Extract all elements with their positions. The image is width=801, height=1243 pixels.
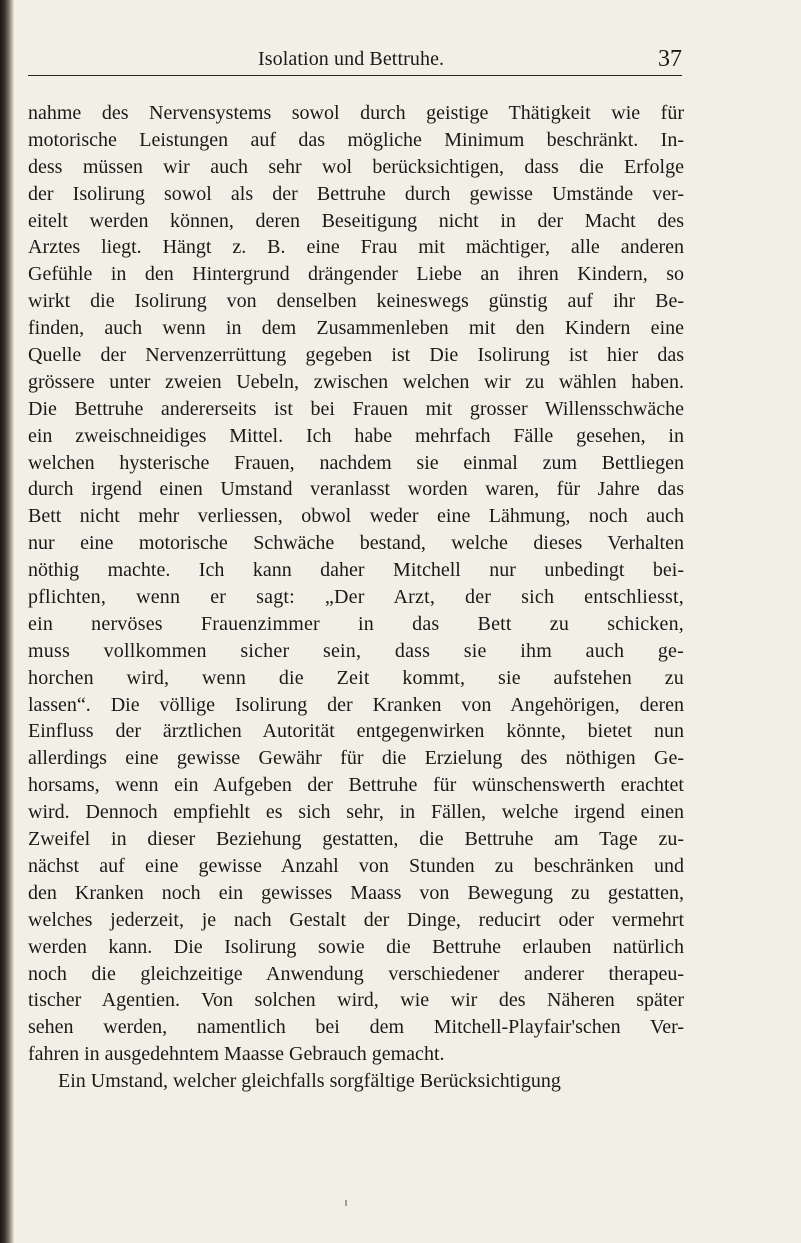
text-line: welches jederzeit, je nach Gestalt der Dinge, reducirt oder vermehrt (28, 908, 684, 931)
text-line: noch die gleichzeitige Anwendung verschiedener anderer therapeu- (28, 962, 684, 985)
page-header (28, 40, 682, 80)
text-line: Ein Umstand, welcher gleichfalls sorgfältige Berücksichtigung (58, 1070, 561, 1093)
paper-speck (345, 1200, 347, 1206)
text-line: den Kranken noch ein gewisses Maass von Bewegung zu gestatten, (28, 881, 684, 904)
text-line: werden kann. Die Isolirung sowie die Bettruhe erlauben natürlich (28, 935, 684, 958)
text-line: durch irgend einen Umstand veranlasst worden waren, für Jahre das (28, 478, 684, 501)
text-line: ein zweischneidiges Mittel. Ich habe mehrfach Fälle gesehen, in (28, 424, 684, 447)
text-line: Die Bettruhe andererseits ist bei Frauen mit grosser Willensschwäche (28, 397, 684, 420)
text-line: horsams, wenn ein Aufgeben der Bettruhe für wünschenswerth erachtet (28, 774, 684, 797)
text-line: welchen hysterische Frauen, nachdem sie einmal zum Bettliegen (28, 451, 684, 474)
text-line: pflichten, wenn er sagt: „Der Arzt, der sich entschliesst, (28, 586, 684, 609)
text-line: Arztes liegt. Hängt z. B. eine Frau mit mächtiger, alle anderen (28, 236, 684, 259)
text-line: Zweifel in dieser Beziehung gestatten, die Bettruhe am Tage zu- (28, 828, 684, 851)
text-line: finden, auch wenn in dem Zusammenleben mit den Kindern eine (28, 317, 684, 340)
text-line: fahren in ausgedehntem Maasse Gebrauch gemacht. (28, 1043, 445, 1066)
text-line: Quelle der Nervenzerrüttung gegeben ist Die Isolirung ist hier das (28, 344, 684, 367)
text-line: Gefühle in den Hintergrund drängender Liebe an ihren Kindern, so (28, 263, 684, 286)
running-title: Isolation und Bettruhe. (258, 48, 445, 70)
text-line: allerdings eine gewisse Gewähr für die Erzielung des nöthigen Ge- (28, 747, 684, 770)
text-line: wirkt die Isolirung von denselben keineswegs günstig auf ihr Be- (28, 290, 684, 313)
header-rule (28, 75, 682, 76)
text-line: dess müssen wir auch sehr wol berücksichtigen, dass die Erfolge (28, 155, 684, 178)
page-number: 37 (658, 46, 682, 72)
text-line: Einfluss der ärztlichen Autorität entgegenwirken könnte, bietet nun (28, 720, 684, 743)
text-line: sehen werden, namentlich bei dem Mitchell-Playfair'schen Ver- (28, 1016, 684, 1039)
text-line: nahme des Nervensystems sowol durch geistige Thätigkeit wie für (28, 102, 684, 124)
text-line: Bett nicht mehr verliessen, obwol weder eine Lähmung, noch auch (28, 505, 684, 528)
text-line: ein nervöses Frauenzimmer in das Bett zu schicken, (28, 612, 684, 635)
text-line: nöthig machte. Ich kann daher Mitchell nur unbedingt bei- (28, 559, 684, 582)
text-line: wird. Dennoch empfiehlt es sich sehr, in Fällen, welche irgend einen (28, 801, 684, 824)
text-line: tischer Agentien. Von solchen wird, wie wir des Näheren später (28, 989, 684, 1012)
text-line: horchen wird, wenn die Zeit kommt, sie aufstehen zu (28, 666, 684, 689)
page-binding-edge (0, 0, 14, 1243)
text-line: eitelt werden können, deren Beseitigung nicht in der Macht des (28, 209, 684, 232)
text-line: muss vollkommen sicher sein, dass sie ihm auch ge- (28, 639, 684, 662)
text-line: nächst auf eine gewisse Anzahl von Stunden zu beschränken und (28, 854, 684, 877)
body-text (28, 100, 684, 1095)
text-line: lassen“. Die völlige Isolirung der Kranken von Angehörigen, deren (28, 693, 684, 716)
text-line: nur eine motorische Schwäche bestand, welche dieses Verhalten (28, 532, 684, 555)
text-line: grössere unter zweien Uebeln, zwischen welchen wir zu wählen haben. (28, 370, 684, 393)
text-line: motorische Leistungen auf das mögliche Minimum beschränkt. In- (28, 128, 684, 151)
text-line: der Isolirung sowol als der Bettruhe durch gewisse Umstände ver- (28, 182, 684, 205)
